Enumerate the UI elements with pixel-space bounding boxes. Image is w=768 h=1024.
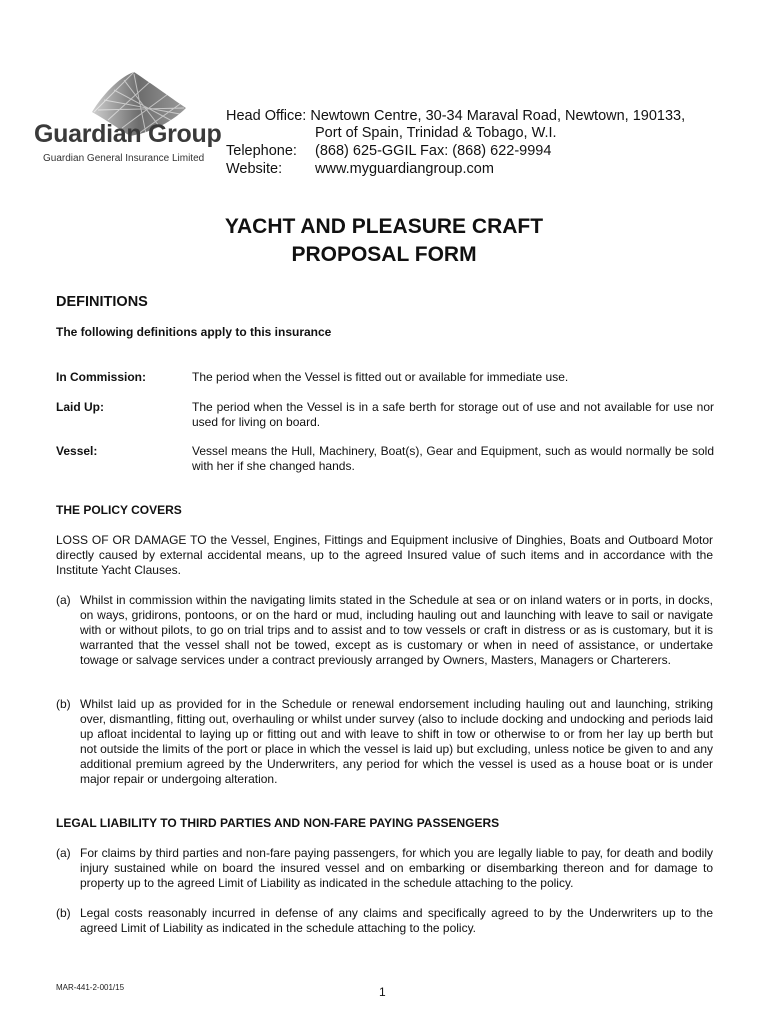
list-marker: (b) — [56, 697, 71, 711]
head-office-line: Head Office: Newtown Centre, 30-34 Maraval Road, Newtown, 190133, — [226, 108, 686, 124]
website-label: Website: — [226, 161, 283, 177]
definitions-heading: DEFINITIONS — [56, 294, 148, 310]
list-marker: (b) — [56, 906, 71, 920]
company-name: Guardian Group — [34, 120, 222, 148]
company-subsidiary: Guardian General Insurance Limited — [43, 153, 205, 164]
telephone-value: (868) 625-GGIL Fax: (868) 622-9994 — [315, 143, 552, 159]
website-value: www.myguardiangroup.com — [315, 161, 494, 177]
policy-covers-heading: THE POLICY COVERS — [56, 503, 182, 517]
list-item-text: For claims by third parties and non-fare paying passengers, for which you are legally liable to pay, for death and bodily injury sustained while on board the insured vessel and on embarking or disembarking thereon and for damage to property up to the agreed Limit of Liability as indicated in the schedule attaching to the policy. — [80, 846, 713, 890]
page-number: 1 — [379, 985, 386, 999]
list-item-text: Whilst in commission within the navigating limits stated in the Schedule at sea or on inland waters or in ports, in docks, on ways, gridirons, pontoons, or on the hard or mud, including hauling out and launching with leave to sail or navigate with or without pilots, to go on trial trips and to assist and to tow vessels or craft in distress or as is customary, but it is warranted that the vessel shall not be towed, except as is customary or when in need of assistance, or undertake towage or salvage services under a contract previously arranged by Owners, Masters, Managers or Charterers. — [80, 593, 713, 667]
telephone-label: Telephone: — [226, 143, 297, 159]
list-item-text: Whilst laid up as provided for in the Schedule or renewal endorsement including hauling out and launching, striking over, dismantling, fitting out, overhauling or whilst under survey (also to include docking and undocking and periods laid up afloat incidental to laying up or fitting out and with leave to shift in tow or otherwise to or from her lay up berth but not outside the limits of the port or place in which the vessel is laid up) but excluding, unless notice be given to and any additional premium agreed by the Underwriters, any period for which the vessel is used as a house boat or is under major repair or undergoing alteration. — [80, 697, 713, 786]
address-line-2: Port of Spain, Trinidad & Tobago, W.I. — [315, 125, 557, 141]
definition-text: The period when the Vessel is in a safe berth for storage out of use and not available for use nor used for living on board. — [192, 400, 714, 429]
definition-term: Vessel: — [56, 444, 98, 458]
policy-covers-intro: LOSS OF OR DAMAGE TO the Vessel, Engines, Fittings and Equipment inclusive of Dinghies, Boats and Outboard Motor directly caused by external accidental means, up to the agreed Insured value of such items and in accordance with the Institute Yacht Clauses. — [56, 533, 713, 577]
definition-term: In Commission: — [56, 370, 147, 384]
list-marker: (a) — [56, 593, 71, 607]
definition-text: Vessel means the Hull, Machinery, Boat(s), Gear and Equipment, such as would normally be sold with her if she changed hands. — [192, 444, 714, 473]
form-code: MAR-441-2-001/15 — [56, 983, 125, 992]
document-title-line-1: YACHT AND PLEASURE CRAFT — [224, 215, 544, 238]
definition-term: Laid Up: — [56, 400, 104, 414]
list-item-text: Legal costs reasonably incurred in defense of any claims and specifically agreed to by the Underwriters up to the agreed Limit of Liability as indicated in the schedule attaching to the policy. — [80, 906, 713, 935]
definition-text: The period when the Vessel is fitted out or available for immediate use. — [192, 370, 569, 384]
definitions-intro: The following definitions apply to this insurance — [56, 325, 332, 339]
document-title-line-2: PROPOSAL FORM — [291, 243, 477, 266]
list-marker: (a) — [56, 846, 71, 860]
legal-liability-heading: LEGAL LIABILITY TO THIRD PARTIES AND NON-FARE PAYING PASSENGERS — [56, 816, 500, 830]
